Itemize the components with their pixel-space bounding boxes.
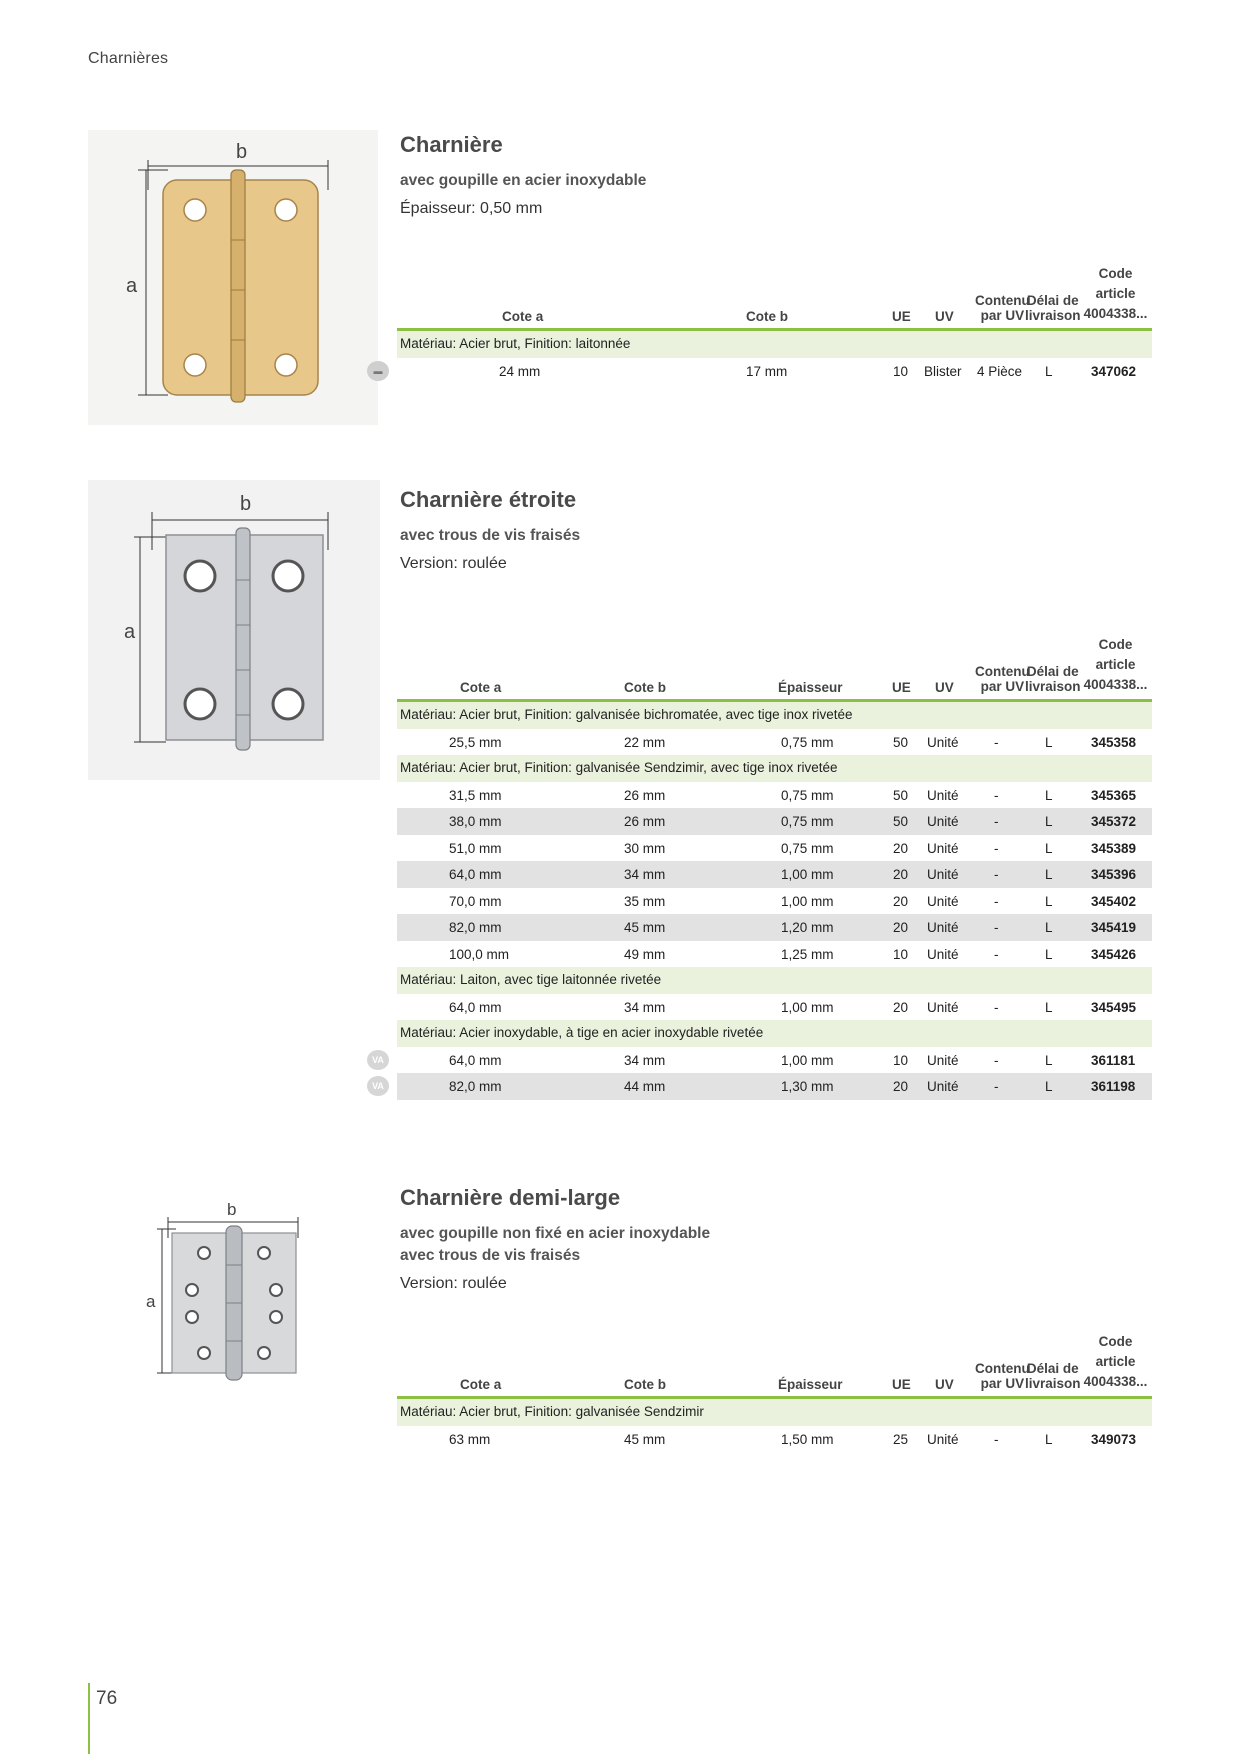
cell-ue: 20 <box>893 867 909 882</box>
product-info <box>400 487 580 573</box>
cell-ue: 20 <box>893 999 909 1015</box>
cell-delai: L <box>1045 946 1053 962</box>
cell-contenu: - <box>994 840 999 856</box>
col-cote-b: Cote b <box>624 680 666 695</box>
cell-cote-a: 31,5 mm <box>449 787 502 803</box>
product-title: Charnière <box>400 132 503 157</box>
cell-delai: L <box>1045 1079 1053 1094</box>
product-photo-half-wide-hinge <box>140 1193 310 1393</box>
table-row <box>397 914 1152 941</box>
dimension-label-b: b <box>240 493 252 515</box>
table-row <box>397 994 1152 1021</box>
cell-cote-a: 38,0 mm <box>449 814 502 829</box>
cell-delai: L <box>1045 867 1053 882</box>
cell-contenu: - <box>994 1431 999 1447</box>
cell-uv: Unité <box>927 946 959 962</box>
cell-uv: Unité <box>927 814 959 829</box>
dimension-label-a: a <box>126 275 138 297</box>
col-cote-a: Cote a <box>460 680 502 695</box>
cell-cote-b: 45 mm <box>624 1431 666 1447</box>
cell-epaisseur: 1,00 mm <box>781 1052 834 1068</box>
cell-cote-a: 82,0 mm <box>449 920 502 935</box>
cell-code: 345396 <box>1091 867 1137 882</box>
cell-epaisseur: 1,20 mm <box>781 920 834 935</box>
cell-ue: 10 <box>893 363 909 379</box>
cell-cote-b: 44 mm <box>624 1079 666 1094</box>
cell-code: 345402 <box>1091 893 1137 909</box>
cell-cote-a: 24 mm <box>499 363 541 379</box>
table-row <box>397 808 1152 835</box>
running-head: Charnières <box>88 50 169 67</box>
product-table <box>397 1334 1152 1452</box>
col-ue: UE <box>892 680 911 695</box>
cell-uv: Unité <box>927 999 959 1015</box>
cell-code: 345495 <box>1091 999 1137 1015</box>
material-label: Matériau: Laiton, avec tige laitonnée rivetée <box>400 972 662 987</box>
material-row <box>397 1020 1152 1047</box>
cell-delai: L <box>1045 734 1053 750</box>
cell-code: 345372 <box>1091 814 1137 829</box>
col-code-article: Code article 4004338... <box>1083 266 1148 321</box>
material-label: Matériau: Acier brut, Finition: galvanisée bichromatée, avec tige inox rivetée <box>400 707 853 722</box>
table-body <box>397 1399 1152 1452</box>
table-row <box>397 941 1152 968</box>
col-delai: Délai de livraison <box>1025 1361 1081 1391</box>
cell-delai: L <box>1045 920 1053 935</box>
cell-epaisseur: 1,00 mm <box>781 999 834 1015</box>
table-row <box>397 835 1152 862</box>
cell-cote-b: 49 mm <box>624 946 666 962</box>
cell-uv: Unité <box>927 1079 959 1094</box>
cell-contenu: - <box>994 1079 999 1094</box>
cell-delai: L <box>1045 814 1053 829</box>
cell-delai: L <box>1045 999 1053 1015</box>
cell-epaisseur: 0,75 mm <box>781 840 834 856</box>
cell-ue: 20 <box>893 893 909 909</box>
cell-code: 345358 <box>1091 734 1137 750</box>
cell-cote-b: 35 mm <box>624 893 666 909</box>
cell-contenu: - <box>994 867 999 882</box>
cell-contenu: - <box>994 1052 999 1068</box>
col-delai: Délai de livraison <box>1025 293 1081 323</box>
col-contenu: Contenu par UV <box>975 1361 1030 1391</box>
cell-cote-b: 26 mm <box>624 787 666 803</box>
cell-uv: Unité <box>927 893 959 909</box>
cell-epaisseur: 1,00 mm <box>781 867 834 882</box>
col-delai: Délai de livraison <box>1025 664 1081 694</box>
col-contenu: Contenu par UV <box>975 293 1030 323</box>
cell-epaisseur: 1,50 mm <box>781 1431 834 1447</box>
table-header <box>397 1334 1152 1399</box>
product-title: Charnière demi-large <box>400 1185 621 1210</box>
material-label: Matériau: Acier brut, Finition: galvanisée Sendzimir, avec tige inox rivetée <box>400 760 838 775</box>
table-row <box>397 729 1152 756</box>
table-row <box>372 1073 1152 1100</box>
cell-code: 345389 <box>1091 840 1137 856</box>
cell-cote-b: 34 mm <box>624 867 666 882</box>
cell-ue: 20 <box>893 1079 909 1094</box>
table-row <box>397 782 1152 809</box>
cell-epaisseur: 0,75 mm <box>781 814 834 829</box>
product-spec: Version: roulée <box>400 1275 507 1292</box>
product-photo-narrow-hinge <box>88 480 380 780</box>
cell-contenu: - <box>994 734 999 750</box>
product-photo-brass-hinge <box>88 130 378 425</box>
cell-contenu: - <box>994 999 999 1015</box>
cell-uv: Unité <box>927 1431 959 1447</box>
cell-contenu: 4 Pièce <box>977 363 1023 379</box>
col-cote-a: Cote a <box>502 309 544 324</box>
stainless-badge-icon: VA <box>367 1076 389 1096</box>
product-subtitle: avec trous de vis fraisés <box>400 527 581 544</box>
cell-code: 349073 <box>1091 1431 1137 1447</box>
cell-contenu: - <box>994 920 999 935</box>
cell-delai: L <box>1045 893 1053 909</box>
table-row <box>373 358 1152 385</box>
product-info <box>400 1185 710 1293</box>
cell-cote-a: 63 mm <box>449 1431 491 1447</box>
stainless-badge-icon: VA <box>367 1050 389 1070</box>
cell-uv: Unité <box>927 734 959 750</box>
dimension-label-b: b <box>236 141 248 163</box>
col-cote-b: Cote b <box>746 309 788 324</box>
cell-ue: 50 <box>893 814 909 829</box>
cell-contenu: - <box>994 946 999 962</box>
material-row <box>397 755 1152 782</box>
dimension-label-a: a <box>124 621 136 643</box>
cell-contenu: - <box>994 787 999 803</box>
cell-code: 361198 <box>1091 1079 1136 1094</box>
col-cote-a: Cote a <box>460 1377 502 1392</box>
cell-contenu: - <box>994 814 999 829</box>
cell-cote-b: 26 mm <box>624 814 666 829</box>
product-subtitle: avec goupille en acier inoxydable <box>400 172 647 189</box>
material-row <box>397 702 1152 729</box>
dimension-label-a: a <box>146 1292 156 1311</box>
cell-ue: 25 <box>893 1431 909 1447</box>
cell-contenu: - <box>994 893 999 909</box>
cell-cote-a: 64,0 mm <box>449 1052 502 1068</box>
col-uv: UV <box>935 680 954 695</box>
cell-uv: Unité <box>927 840 959 856</box>
col-ue: UE <box>892 1377 911 1392</box>
page-number: 76 <box>96 1688 118 1709</box>
col-epaisseur: Épaisseur <box>778 680 843 695</box>
cell-cote-b: 34 mm <box>624 999 666 1015</box>
col-uv: UV <box>935 1377 954 1392</box>
col-cote-b: Cote b <box>624 1377 666 1392</box>
cell-code: 347062 <box>1091 363 1137 379</box>
cell-cote-a: 100,0 mm <box>449 946 510 962</box>
cell-ue: 50 <box>893 734 909 750</box>
cell-epaisseur: 1,25 mm <box>781 946 834 962</box>
cell-ue: 10 <box>893 946 909 962</box>
col-code-article: Code article 4004338... <box>1083 1334 1148 1389</box>
cell-epaisseur: 1,00 mm <box>781 893 834 909</box>
product-title: Charnière étroite <box>400 487 577 512</box>
col-contenu: Contenu par UV <box>975 664 1030 694</box>
cell-cote-a: 70,0 mm <box>449 893 502 909</box>
product-subtitle: avec goupille non fixé en acier inoxydable <box>400 1225 711 1242</box>
dimension-label-b: b <box>227 1200 237 1219</box>
cell-delai: L <box>1045 840 1053 856</box>
col-epaisseur: Épaisseur <box>778 1377 843 1392</box>
col-ue: UE <box>892 309 911 324</box>
cell-ue: 20 <box>893 920 909 935</box>
col-uv: UV <box>935 309 954 324</box>
page-number-rule <box>88 1683 90 1754</box>
cell-uv: Unité <box>927 920 959 935</box>
material-row <box>397 1399 1152 1426</box>
cell-delai: L <box>1045 363 1053 379</box>
product-info <box>400 132 646 218</box>
product-subtitle-2: avec trous de vis fraisés <box>400 1247 581 1264</box>
cell-epaisseur: 0,75 mm <box>781 734 834 750</box>
cell-cote-a: 25,5 mm <box>449 734 502 750</box>
table-row <box>397 1426 1152 1453</box>
cell-cote-a: 64,0 mm <box>449 867 502 882</box>
material-row <box>397 967 1152 994</box>
cell-epaisseur: 0,75 mm <box>781 787 834 803</box>
blister-icon: ▬ <box>367 361 389 381</box>
cell-ue: 20 <box>893 840 909 856</box>
product-table <box>373 266 1152 384</box>
table-body <box>372 702 1152 1100</box>
cell-code: 345426 <box>1091 946 1137 962</box>
material-label: Matériau: Acier brut, Finition: galvanisée Sendzimir <box>400 1404 704 1419</box>
product-spec: Épaisseur: 0,50 mm <box>400 200 543 217</box>
cell-code: 345419 <box>1091 920 1137 935</box>
cell-cote-b: 22 mm <box>624 734 666 750</box>
table-row <box>372 1047 1152 1074</box>
cell-delai: L <box>1045 1052 1053 1068</box>
cell-uv: Unité <box>927 867 959 882</box>
cell-cote-a: 82,0 mm <box>449 1079 502 1094</box>
cell-cote-b: 30 mm <box>624 840 666 856</box>
cell-cote-a: 51,0 mm <box>449 840 502 856</box>
table-header <box>397 637 1152 702</box>
table-row <box>397 888 1152 915</box>
cell-ue: 10 <box>893 1052 909 1068</box>
table-header <box>397 266 1152 331</box>
cell-cote-b: 34 mm <box>624 1052 666 1068</box>
cell-code: 361181 <box>1091 1052 1136 1068</box>
cell-uv: Unité <box>927 1052 959 1068</box>
cell-uv: Unité <box>927 787 959 803</box>
col-code-article: Code article 4004338... <box>1083 637 1148 692</box>
cell-epaisseur: 1,30 mm <box>781 1079 834 1094</box>
cell-cote-b: 45 mm <box>624 920 666 935</box>
material-label: Matériau: Acier inoxydable, à tige en acier inoxydable rivetée <box>400 1025 764 1040</box>
material-row: Matériau: Acier brut, Finition: laitonnée <box>397 331 1152 358</box>
cell-delai: L <box>1045 787 1053 803</box>
table-row <box>397 861 1152 888</box>
cell-uv: Blister <box>924 363 962 379</box>
product-table <box>372 637 1152 1100</box>
cell-code: 345365 <box>1091 787 1137 803</box>
cell-cote-b: 17 mm <box>746 363 788 379</box>
product-spec: Version: roulée <box>400 555 507 572</box>
cell-delai: L <box>1045 1431 1053 1447</box>
cell-ue: 50 <box>893 787 909 803</box>
cell-cote-a: 64,0 mm <box>449 999 502 1015</box>
